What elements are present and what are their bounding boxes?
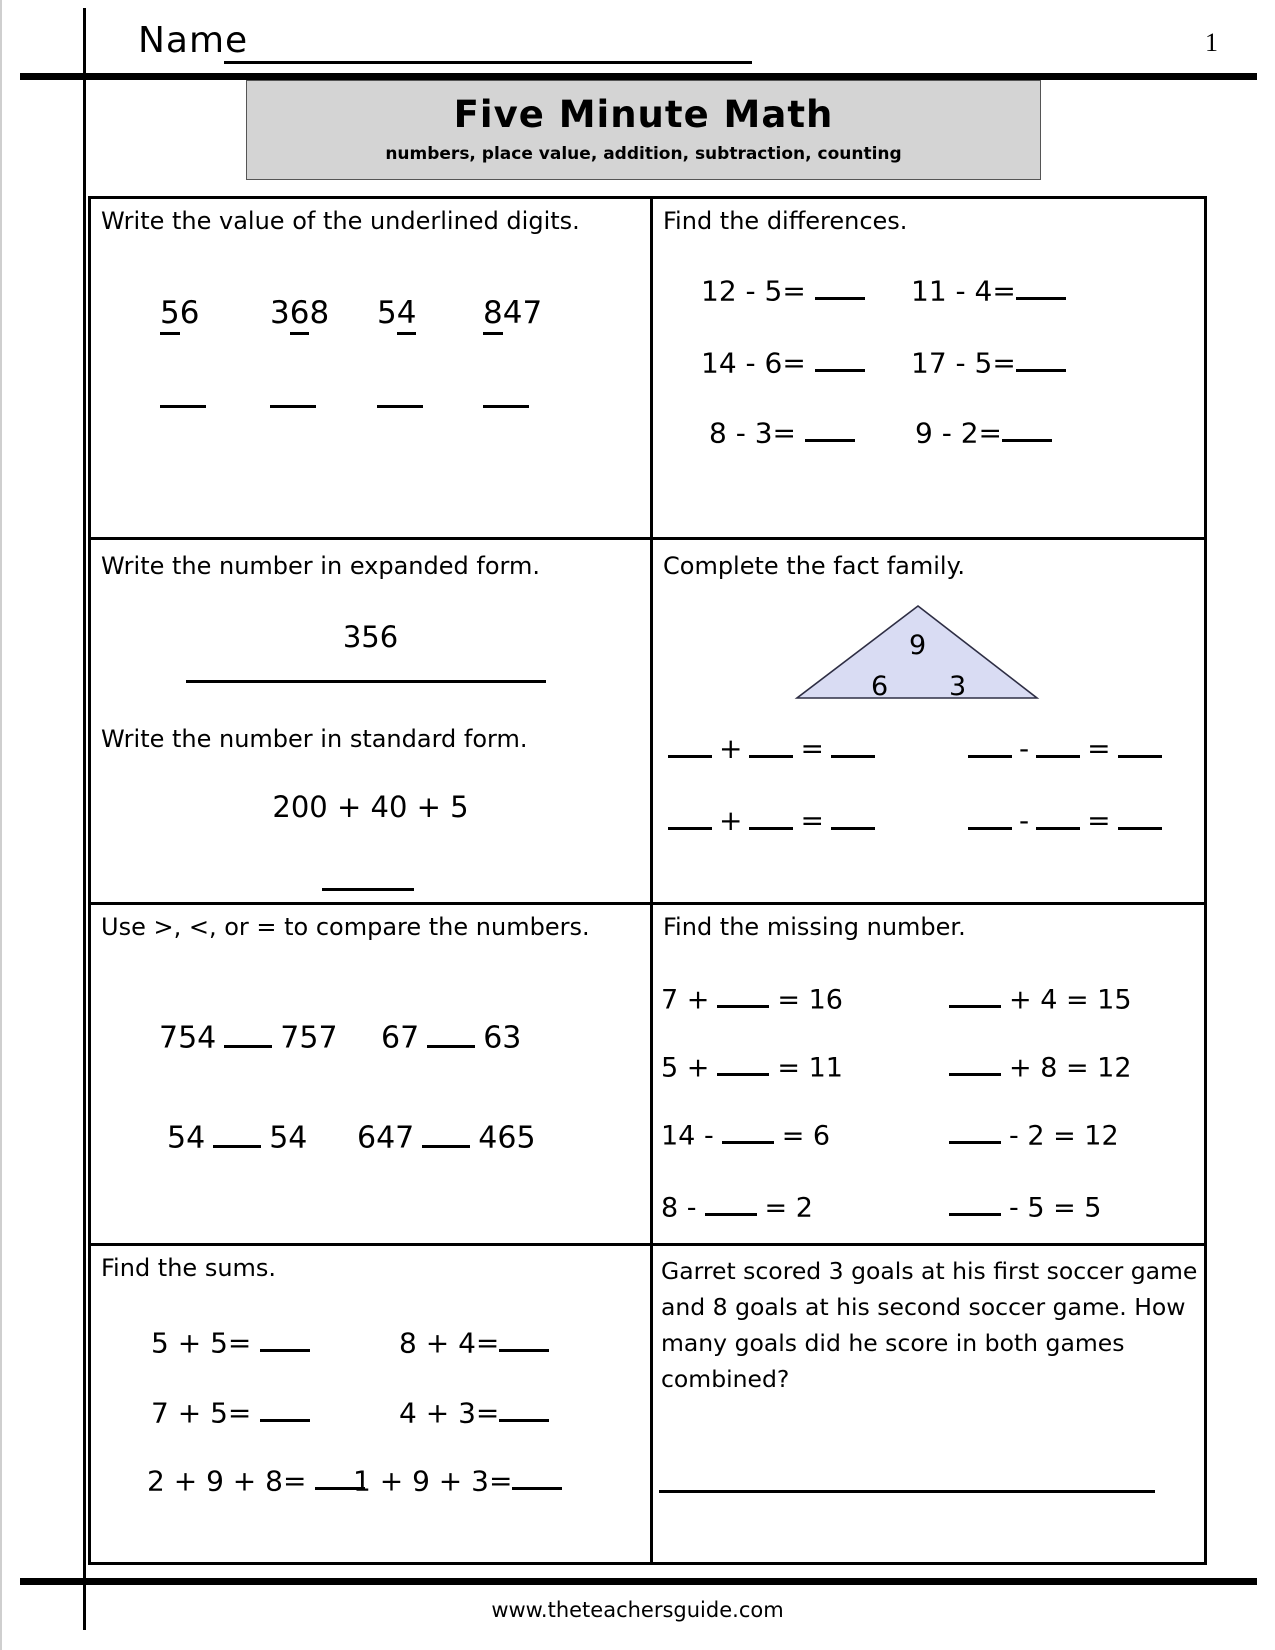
problem-text: 1 + 9 + 3= [353,1464,513,1498]
digit-post: 47 [502,295,543,331]
equals-sign: = [1087,732,1111,766]
plus-sign: + [719,732,743,766]
equals-sign: = [1087,804,1111,838]
underlined-digit: 5 [160,295,180,335]
subtraction-problem [701,340,865,379]
left-margin-rule [83,8,86,1630]
compare-right-number: 757 [280,1020,338,1056]
missing-number-problem [661,1045,843,1083]
problem-post: = 11 [777,1052,843,1084]
missing-number-problem [941,1185,1101,1223]
underlined-digit: 6 [290,295,310,335]
problem-post: = 2 [764,1192,813,1224]
number-with-underline [270,295,329,331]
instruction: Complete the fact family. [663,552,965,580]
instruction: Write the value of the underlined digits. [101,207,580,235]
problem-pre: 14 - [661,1120,714,1152]
section-underlined-digits [91,199,653,540]
section-word-problem [653,1246,1204,1562]
section-fact-family [653,540,1204,905]
problem-post: = 16 [777,984,843,1016]
compare-right-number: 63 [483,1020,522,1056]
triangle-top-number: 9 [909,630,927,661]
answer-blank [499,1320,549,1352]
addition-problem [147,1458,365,1497]
instruction: Find the differences. [663,207,908,235]
compare-right-number: 465 [478,1120,536,1156]
number-with-underline [483,295,542,331]
answer-blank [512,1458,562,1490]
problem-text: 2 + 9 + 8= [147,1464,307,1498]
fact-family-subtraction [968,798,1162,837]
digit-pre: 5 [377,295,397,331]
missing-number-problem [941,1045,1132,1083]
answer-blank [668,798,712,830]
addition-problem [399,1390,549,1429]
answer-blank [1118,726,1162,758]
answer-blank [815,340,865,372]
subtraction-problem [915,410,1052,449]
section-sums [91,1246,653,1562]
addition-problem [353,1458,562,1497]
name-label: Name [138,20,249,61]
compare-left-number: 754 [159,1020,217,1056]
answer-blank [749,798,793,830]
answer-blank [1016,340,1066,372]
answer-blank [949,1045,1001,1076]
compare-pair [167,1113,307,1156]
equals-sign: = [800,732,824,766]
answer-blank [1118,798,1162,830]
answer-blank [186,680,546,683]
instruction: Write the number in expanded form. [101,552,540,580]
minus-sign: - [1019,804,1030,838]
bottom-rule [20,1578,1257,1585]
compare-pair [381,1013,521,1056]
instruction: Find the sums. [101,1254,277,1282]
subtraction-problem [709,410,855,449]
footer-url: www.theteachersguide.com [491,1598,784,1622]
compare-left-number: 647 [357,1120,415,1156]
answer-blank [949,1113,1001,1144]
fact-family-addition [668,798,875,837]
answer-blank [213,1113,261,1148]
problem-pre: 7 + [661,984,710,1016]
compare-right-number: 54 [269,1120,308,1156]
answer-blank [260,1320,310,1352]
worksheet-title: Five Minute Math [453,93,834,136]
answer-blank [1036,726,1080,758]
answer-blank [499,1390,549,1422]
number-356: 356 [342,620,399,654]
equals-sign: = [800,804,824,838]
problem-post: + 4 = 15 [1009,984,1132,1016]
answer-blank [805,410,855,442]
compare-left-number: 67 [381,1020,420,1056]
section-compare-numbers [91,905,653,1246]
answer-blank [160,405,206,408]
answer-blank [717,1045,769,1076]
word-problem-text: Garret scored 3 goals at his first soccer game and 8 goals at his second soccer game. How many goals did he score in both games combined? [661,1257,1198,1393]
answer-blank [483,405,529,408]
answer-blank [322,888,414,891]
problem-post: + 8 = 12 [1009,1052,1132,1084]
fact-family-addition [668,726,875,765]
number-with-underline [377,295,416,331]
problem-grid [88,196,1207,1565]
answer-blank [1036,798,1080,830]
answer-blank [377,405,423,408]
page-number: 1 [1205,28,1218,57]
section-differences [653,199,1204,540]
underlined-digit: 8 [483,295,503,335]
compare-pair [357,1113,536,1156]
problem-text: 5 + 5= [151,1326,252,1360]
answer-blank [260,1390,310,1422]
worksheet-subtitle: numbers, place value, addition, subtraction, counting [385,144,902,164]
name-blank-line [224,61,752,64]
section-missing-number [653,905,1204,1246]
missing-number-problem [661,1185,813,1223]
answer-blank [749,726,793,758]
problem-text: 12 - 5= [701,274,806,308]
problem-text: 8 - 3= [709,416,796,450]
addition-problem [399,1320,549,1359]
answer-blank [1002,410,1052,442]
section-expanded-form [91,540,653,905]
problem-text: 8 + 4= [399,1326,500,1360]
problem-post: - 2 = 12 [1009,1120,1119,1152]
expanded-number: 200 + 40 + 5 [272,790,469,824]
answer-blank [717,977,769,1008]
triangle-left-number: 6 [871,671,889,702]
instruction: Use >, <, or = to compare the numbers. [101,913,590,941]
number-with-underline [160,295,199,331]
answer-blank [705,1185,757,1216]
plus-sign: + [719,804,743,838]
addition-problem [151,1320,310,1359]
instruction: Find the missing number. [663,913,966,941]
missing-number-problem [941,1113,1119,1151]
fact-family-subtraction [968,726,1162,765]
problem-post: - 5 = 5 [1009,1192,1102,1224]
answer-blank [427,1013,475,1048]
underlined-digit: 4 [397,295,417,335]
problem-pre: 5 + [661,1052,710,1084]
digit-pre: 3 [270,295,290,331]
answer-blank [722,1113,774,1144]
answer-blank [422,1113,470,1148]
instruction: Write the number in standard form. [101,725,528,753]
missing-number-problem [661,977,843,1015]
scan-edge [0,0,2,1650]
problem-text: 17 - 5= [911,346,1016,380]
answer-blank [949,977,1001,1008]
triangle-right-number: 3 [949,671,967,702]
subtraction-problem [911,340,1066,379]
answer-blank [968,726,1012,758]
problem-text: 4 + 3= [399,1396,500,1430]
missing-number-problem [941,977,1132,1015]
answer-blank [831,726,875,758]
problem-text: 14 - 6= [701,346,806,380]
answer-blank [668,726,712,758]
answer-blank [1016,268,1066,300]
minus-sign: - [1019,732,1030,766]
digit-post: 8 [309,295,330,331]
addition-problem [151,1390,310,1429]
problem-text: 11 - 4= [911,274,1016,308]
subtraction-problem [911,268,1066,307]
problem-pre: 8 - [661,1192,697,1224]
answer-blank [224,1013,272,1048]
answer-blank [659,1490,1155,1493]
fact-family-triangle [791,602,1043,704]
answer-blank [815,268,865,300]
problem-post: = 6 [781,1120,831,1152]
subtraction-problem [701,268,865,307]
answer-blank [270,405,316,408]
top-rule [20,73,1257,80]
missing-number-problem [661,1113,830,1151]
problem-text: 7 + 5= [151,1396,252,1430]
problem-text: 9 - 2= [915,416,1002,450]
answer-blank [949,1185,1001,1216]
compare-left-number: 54 [167,1120,206,1156]
title-box [246,80,1041,180]
digit-post: 6 [179,295,200,331]
compare-pair [159,1013,338,1056]
answer-blank [968,798,1012,830]
answer-blank [831,798,875,830]
